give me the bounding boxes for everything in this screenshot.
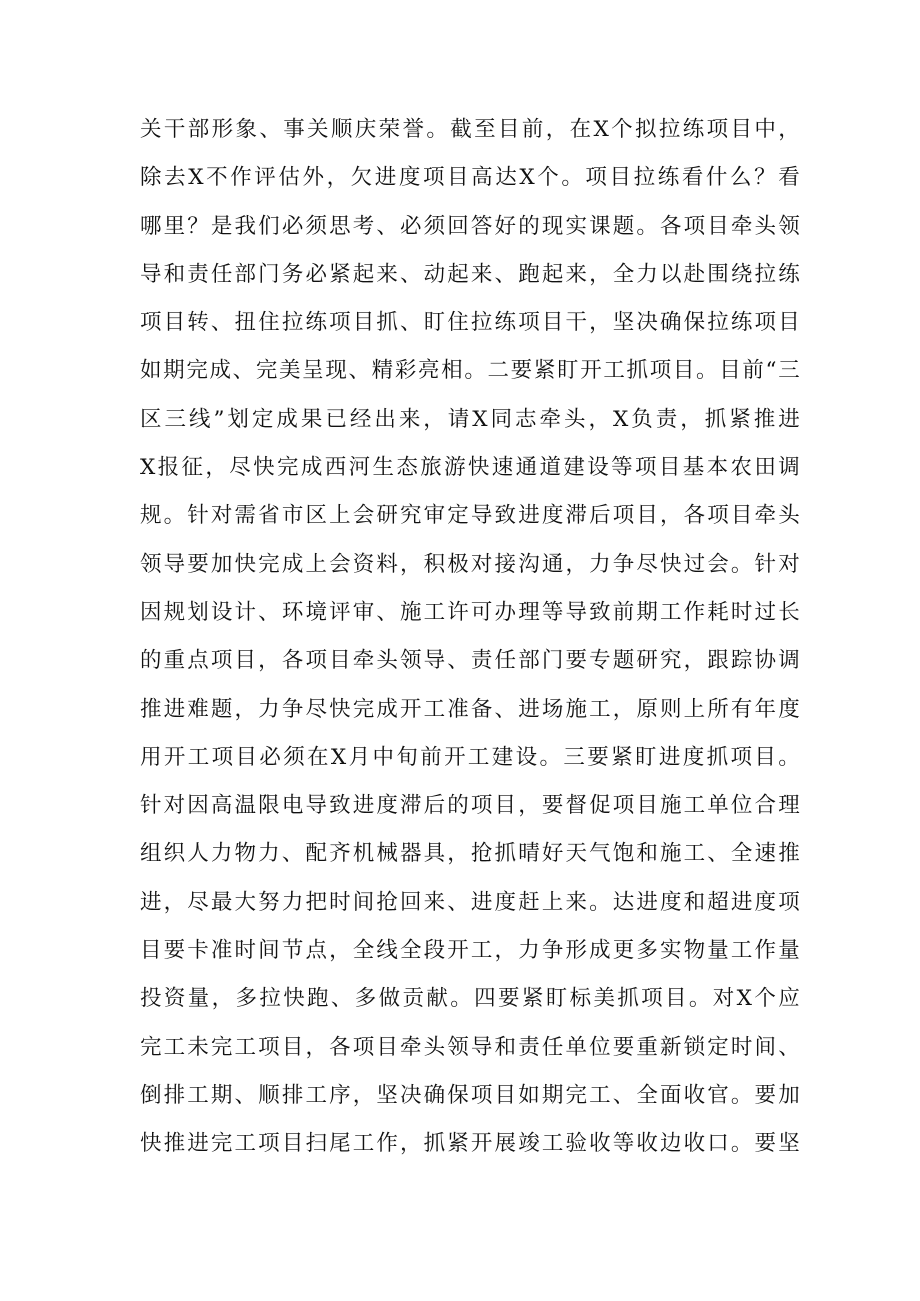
text-line: 用开工项目必须在X月中旬前开工建设。三要紧盯进度抓项目。: [140, 744, 800, 770]
text-line: 区三线”划定成果已经出来，请X同志牵头，X负责，抓紧推进: [140, 406, 800, 432]
body-paragraph: [140, 106, 800, 1169]
text-line: 导和责任部门务必紧起来、动起来、跑起来，全力以赴围绕拉练: [140, 261, 800, 287]
text-line: 哪里？是我们必须思考、必须回答好的现实课题。各项目牵头领: [140, 213, 800, 239]
text-line: 规。针对需省市区上会研究审定导致进度滞后项目，各项目牵头: [140, 503, 800, 529]
text-line: 组织人力物力、配齐机械器具，抢抓晴好天气饱和施工、全速推: [140, 841, 800, 867]
text-line: 快推进完工项目扫尾工作，抓紧开展竣工验收等收边收口。要坚: [140, 1131, 800, 1157]
text-line: 的重点项目，各项目牵头领导、责任部门要专题研究，跟踪协调: [140, 648, 800, 674]
text-line: 目要卡准时间节点，全线全段开工，力争形成更多实物量工作量: [140, 938, 800, 964]
text-line: 如期完成、完美呈现、精彩亮相。二要紧盯开工抓项目。目前“三: [140, 358, 800, 384]
text-line: 完工未完工项目，各项目牵头领导和责任单位要重新锁定时间、: [140, 1034, 800, 1060]
text-line: 倒排工期、顺排工序，坚决确保项目如期完工、全面收官。要加: [140, 1082, 800, 1108]
text-line: 因规划设计、环境评审、施工许可办理等导致前期工作耗时过长: [140, 599, 800, 625]
text-line: 关干部形象、事关顺庆荣誉。截至目前，在X个拟拉练项目中，: [140, 117, 800, 142]
text-line: 投资量，多拉快跑、多做贡献。四要紧盯标美抓项目。对X个应: [140, 986, 800, 1012]
text-line: 项目转、扭住拉练项目抓、盯住拉练项目干，坚决确保拉练项目: [140, 310, 800, 336]
text-line: 领导要加快完成上会资料，积极对接沟通，力争尽快过会。针对: [140, 551, 800, 577]
text-line: 进，尽最大努力把时间抢回来、进度赶上来。达进度和超进度项: [140, 889, 800, 915]
text-line: 除去X不作评估外，欠进度项目高达X个。项目拉练看什么？看: [140, 165, 800, 191]
text-line: 推进难题，力争尽快完成开工准备、进场施工，原则上所有年度: [140, 696, 800, 722]
text-line: X报征，尽快完成西河生态旅游快速通道建设等项目基本农田调: [140, 455, 800, 481]
text-line: 针对因高温限电导致进度滞后的项目，要督促项目施工单位合理: [140, 793, 800, 819]
